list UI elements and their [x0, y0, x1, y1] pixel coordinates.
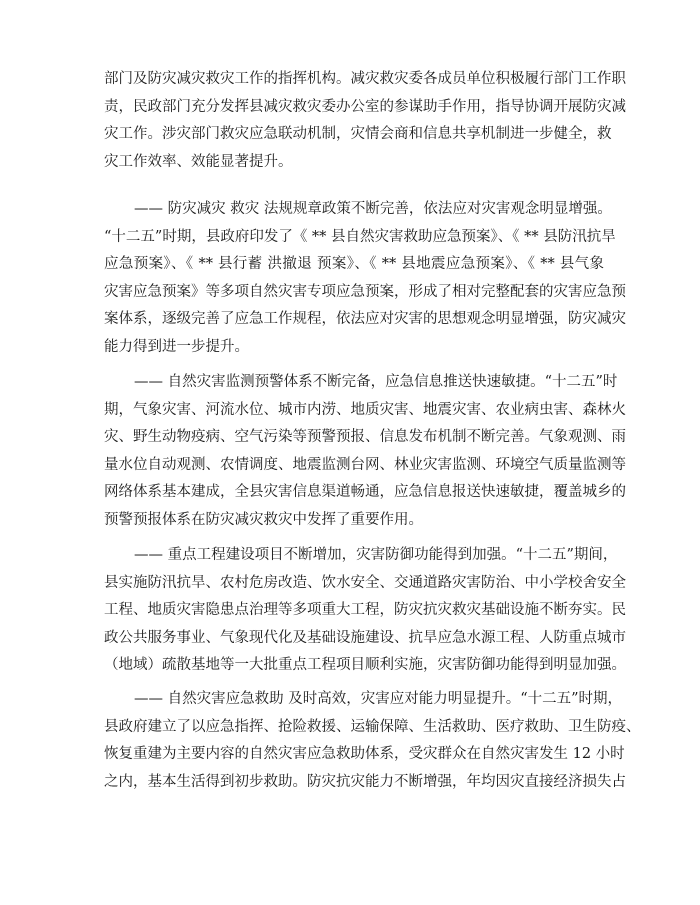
- text-line: 灾害应急预案》等多项自然灾害专项应急预案，形成了相对完整配套的灾害应急预: [104, 283, 626, 300]
- text-line: 部门及防灾减灾救灾工作的指挥机构。减灾救灾委各成员单位积极履行部门工作职: [104, 71, 626, 87]
- text-line: 期，气象灾害、河流水位、城市内涝、地质灾害、地震灾害、农业病虫害、森林火: [104, 401, 626, 418]
- text-line: —— 自然灾害监测预警体系不断完备，应急信息推送快速敏捷。“十二五”时: [134, 374, 618, 390]
- text-line: —— 自然灾害应急救助 及时高效，灾害应对能力明显提升。“十二五”时期，: [134, 691, 623, 707]
- text-line: 应急预案》、《 ** 县行蓄 洪撤退 预案》、《 ** 县地震应急预案》、《 ** 县气象: [104, 256, 604, 272]
- text-line: 灾、野生动物疫病、空气污染等预警预报、信息发布机制不断完善。气象观测、雨: [104, 429, 626, 445]
- text-line: （地域）疏散基地等一大批重点工程项目顺利实施，灾害防御功能得到明显加强。: [104, 657, 626, 673]
- text-line: 工程、地质灾害隐患点治理等多项重大工程，防灾抗灾救灾基础设施不断夯实。民: [104, 602, 626, 618]
- paragraph-1: [104, 66, 626, 176]
- text-line: 能力得到进一步提升。: [104, 338, 249, 355]
- text-line: —— 防灾减灾 救灾 法规规章政策不断完善，依法应对灾害观念明显增强。: [134, 201, 612, 217]
- text-line: 预警预报体系在防灾减灾救灾中发挥了重要作用。: [104, 511, 423, 528]
- text-line: 县政府建立了以应急指挥、抢险救援、运输保障、生活救助、医疗救助、卫生防疫、: [104, 718, 641, 735]
- paragraph-3: [104, 369, 626, 534]
- text-line: —— 重点工程建设项目不断增加，灾害防御功能得到加强。“十二五”期间，: [134, 547, 618, 563]
- text-line: 恢复重建为主要内容的自然灾害应急救助体系，受灾群众在自然灾害发生 12 小时: [104, 746, 625, 762]
- text-line: 政公共服务事业、气象现代化及基础设施建设、抗旱应急水源工程、人防重点城市: [104, 629, 626, 646]
- paragraph-4: [104, 542, 626, 680]
- text-line: 量水位自动观测、农情调度、地震监测台网、林业灾害监测、环境空气质量监测等: [104, 456, 626, 473]
- text-line: 案体系，逐级完善了应急工作规程，依法应对灾害的思想观念明显增强，防灾减灾: [104, 311, 626, 327]
- text-line: 网络体系基本建成，全县灾害信息渠道畅通，应急信息报送快速敏捷，覆盖城乡的: [104, 484, 626, 500]
- text-line: 责，民政部门充分发挥县减灾救灾委办公室的参谋助手作用，指导协调开展防灾减: [104, 98, 626, 115]
- text-line: 灾工作效率、效能显著提升。: [104, 153, 293, 170]
- text-line: 县实施防汛抗旱、农村危房改造、饮水安全、交通道路灾害防治、中小学校舍安全: [104, 574, 626, 591]
- text-line: 之内，基本生活得到初步救助。防灾抗灾能力不断增强，年均因灾直接经济损失占: [104, 773, 626, 790]
- text-line: 灾工作。涉灾部门救灾应急联动机制，灾情会商和信息共享机制进一步健全，救: [104, 126, 612, 142]
- paragraph-2: [104, 196, 626, 361]
- text-line: “十二五”时期，县政府印发了《 ** 县自然灾害救助应急预案》、《 ** 县防汛抗旱: [104, 228, 616, 245]
- paragraph-5: [104, 686, 641, 796]
